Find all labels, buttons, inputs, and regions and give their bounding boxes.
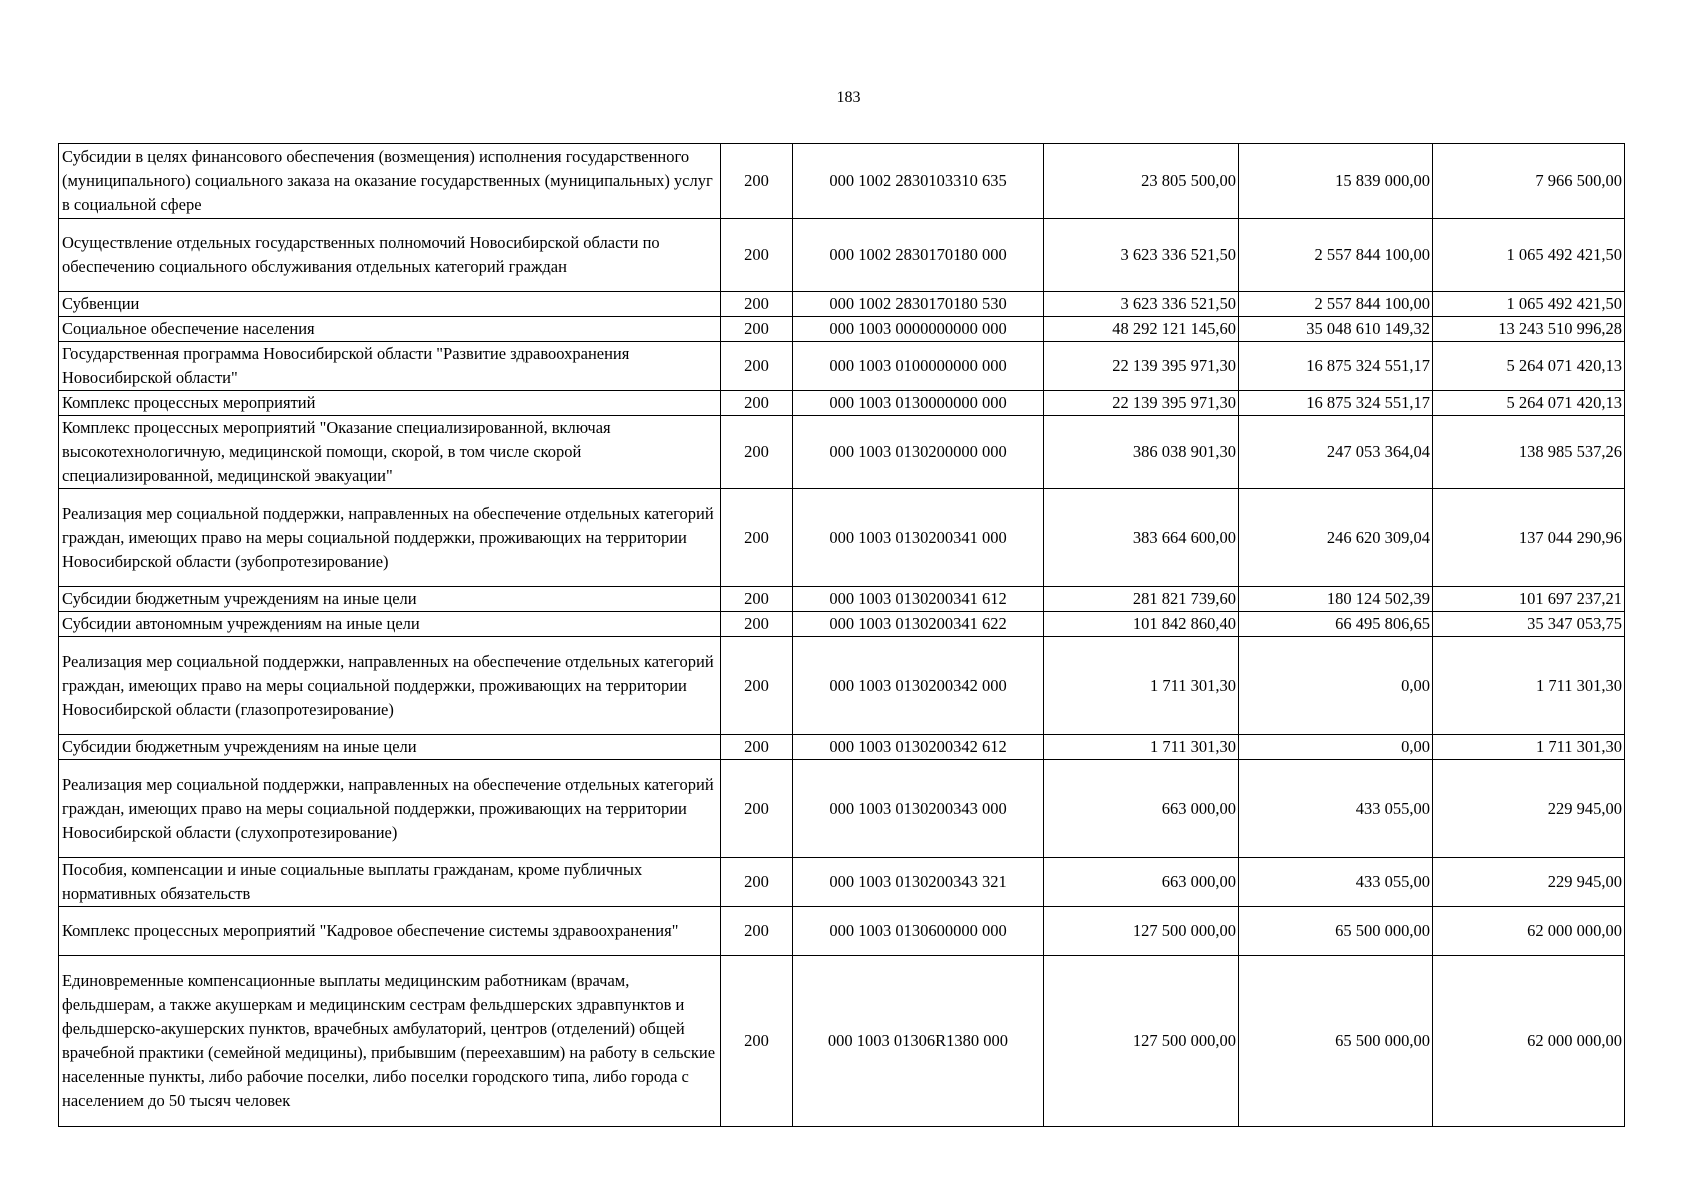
approved-amount: 101 842 860,40 — [1044, 612, 1239, 637]
admin-code: 200 — [721, 144, 793, 219]
row-name: Социальное обеспечение населения — [59, 317, 721, 342]
executed-amount: 2 557 844 100,00 — [1239, 219, 1433, 292]
unexecuted-amount: 1 711 301,30 — [1433, 735, 1625, 760]
approved-amount: 663 000,00 — [1044, 858, 1239, 907]
executed-amount: 246 620 309,04 — [1239, 489, 1433, 587]
approved-amount: 48 292 121 145,60 — [1044, 317, 1239, 342]
table-row — [59, 760, 1625, 858]
executed-amount: 65 500 000,00 — [1239, 907, 1433, 956]
approved-amount: 383 664 600,00 — [1044, 489, 1239, 587]
table-row — [59, 907, 1625, 956]
table-row — [59, 317, 1625, 342]
row-name: Субвенции — [59, 292, 721, 317]
row-name: Реализация мер социальной поддержки, направленных на обеспечение отдельных категорий граждан, имеющих право на меры социальной поддержки, проживающих на территории Новосибирской области (зубопротезирование) — [59, 489, 721, 587]
admin-code: 200 — [721, 587, 793, 612]
unexecuted-amount: 5 264 071 420,13 — [1433, 391, 1625, 416]
budget-classification-code: 000 1003 0130600000 000 — [793, 907, 1044, 956]
table-row — [59, 292, 1625, 317]
executed-amount: 16 875 324 551,17 — [1239, 342, 1433, 391]
budget-classification-code: 000 1002 2830103310 635 — [793, 144, 1044, 219]
budget-classification-code: 000 1003 0130200343 000 — [793, 760, 1044, 858]
admin-code: 200 — [721, 956, 793, 1127]
table-row — [59, 219, 1625, 292]
admin-code: 200 — [721, 489, 793, 587]
admin-code: 200 — [721, 760, 793, 858]
executed-amount: 66 495 806,65 — [1239, 612, 1433, 637]
admin-code: 200 — [721, 858, 793, 907]
admin-code: 200 — [721, 612, 793, 637]
admin-code: 200 — [721, 735, 793, 760]
budget-classification-code: 000 1003 0130000000 000 — [793, 391, 1044, 416]
approved-amount: 3 623 336 521,50 — [1044, 219, 1239, 292]
admin-code: 200 — [721, 317, 793, 342]
unexecuted-amount: 1 711 301,30 — [1433, 637, 1625, 735]
budget-classification-code: 000 1002 2830170180 000 — [793, 219, 1044, 292]
admin-code: 200 — [721, 391, 793, 416]
admin-code: 200 — [721, 292, 793, 317]
budget-classification-code: 000 1002 2830170180 530 — [793, 292, 1044, 317]
unexecuted-amount: 13 243 510 996,28 — [1433, 317, 1625, 342]
table-row — [59, 416, 1625, 489]
table-row — [59, 956, 1625, 1127]
executed-amount: 0,00 — [1239, 735, 1433, 760]
unexecuted-amount: 62 000 000,00 — [1433, 956, 1625, 1127]
budget-classification-code: 000 1003 0100000000 000 — [793, 342, 1044, 391]
row-name: Осуществление отдельных государственных полномочий Новосибирской области по обеспечению социального обслуживания отдельных категорий граждан — [59, 219, 721, 292]
unexecuted-amount: 138 985 537,26 — [1433, 416, 1625, 489]
budget-classification-code: 000 1003 0130200342 000 — [793, 637, 1044, 735]
budget-classification-code: 000 1003 0000000000 000 — [793, 317, 1044, 342]
table-row — [59, 735, 1625, 760]
row-name: Пособия, компенсации и иные социальные выплаты гражданам, кроме публичных нормативных обязательств — [59, 858, 721, 907]
unexecuted-amount: 229 945,00 — [1433, 858, 1625, 907]
executed-amount: 433 055,00 — [1239, 760, 1433, 858]
admin-code: 200 — [721, 219, 793, 292]
executed-amount: 2 557 844 100,00 — [1239, 292, 1433, 317]
row-name: Субсидии в целях финансового обеспечения (возмещения) исполнения государственного (муниципального) социального заказа на оказание государственных (муниципальных) услуг в социальной сфере — [59, 144, 721, 219]
budget-classification-code: 000 1003 0130200343 321 — [793, 858, 1044, 907]
admin-code: 200 — [721, 342, 793, 391]
executed-amount: 180 124 502,39 — [1239, 587, 1433, 612]
approved-amount: 23 805 500,00 — [1044, 144, 1239, 219]
row-name: Реализация мер социальной поддержки, направленных на обеспечение отдельных категорий граждан, имеющих право на меры социальной поддержки, проживающих на территории Новосибирской области (слухопротезирование) — [59, 760, 721, 858]
table-row — [59, 391, 1625, 416]
executed-amount: 16 875 324 551,17 — [1239, 391, 1433, 416]
page-number: 183 — [836, 89, 861, 106]
approved-amount: 3 623 336 521,50 — [1044, 292, 1239, 317]
row-name: Субсидии автономным учреждениям на иные цели — [59, 612, 721, 637]
table-row — [59, 637, 1625, 735]
admin-code: 200 — [721, 907, 793, 956]
table-row — [59, 489, 1625, 587]
approved-amount: 281 821 739,60 — [1044, 587, 1239, 612]
row-name: Субсидии бюджетным учреждениям на иные цели — [59, 735, 721, 760]
budget-classification-code: 000 1003 0130200341 622 — [793, 612, 1044, 637]
table-row — [59, 858, 1625, 907]
executed-amount: 35 048 610 149,32 — [1239, 317, 1433, 342]
table-row — [59, 144, 1625, 219]
unexecuted-amount: 5 264 071 420,13 — [1433, 342, 1625, 391]
admin-code: 200 — [721, 637, 793, 735]
budget-classification-code: 000 1003 01306R1380 000 — [793, 956, 1044, 1127]
row-name: Субсидии бюджетным учреждениям на иные цели — [59, 587, 721, 612]
budget-classification-code: 000 1003 0130200341 000 — [793, 489, 1044, 587]
budget-execution-table — [58, 143, 1625, 1127]
approved-amount: 1 711 301,30 — [1044, 735, 1239, 760]
approved-amount: 1 711 301,30 — [1044, 637, 1239, 735]
unexecuted-amount: 229 945,00 — [1433, 760, 1625, 858]
row-name: Государственная программа Новосибирской области "Развитие здравоохранения Новосибирской области" — [59, 342, 721, 391]
unexecuted-amount: 1 065 492 421,50 — [1433, 292, 1625, 317]
executed-amount: 65 500 000,00 — [1239, 956, 1433, 1127]
executed-amount: 247 053 364,04 — [1239, 416, 1433, 489]
admin-code: 200 — [721, 416, 793, 489]
budget-classification-code: 000 1003 0130200000 000 — [793, 416, 1044, 489]
table-row — [59, 612, 1625, 637]
approved-amount: 663 000,00 — [1044, 760, 1239, 858]
table-row — [59, 587, 1625, 612]
approved-amount: 386 038 901,30 — [1044, 416, 1239, 489]
executed-amount: 15 839 000,00 — [1239, 144, 1433, 219]
approved-amount: 127 500 000,00 — [1044, 907, 1239, 956]
row-name: Реализация мер социальной поддержки, направленных на обеспечение отдельных категорий граждан, имеющих право на меры социальной поддержки, проживающих на территории Новосибирской области (глазопротезирование) — [59, 637, 721, 735]
budget-classification-code: 000 1003 0130200341 612 — [793, 587, 1044, 612]
table-row — [59, 342, 1625, 391]
row-name: Комплекс процессных мероприятий "Кадровое обеспечение системы здравоохранения" — [59, 907, 721, 956]
executed-amount: 0,00 — [1239, 637, 1433, 735]
unexecuted-amount: 7 966 500,00 — [1433, 144, 1625, 219]
executed-amount: 433 055,00 — [1239, 858, 1433, 907]
unexecuted-amount: 137 044 290,96 — [1433, 489, 1625, 587]
unexecuted-amount: 35 347 053,75 — [1433, 612, 1625, 637]
row-name: Комплекс процессных мероприятий "Оказание специализированной, включая высокотехнологичную, медицинской помощи, скорой, в том числе скорой специализированной, медицинской эвакуации" — [59, 416, 721, 489]
unexecuted-amount: 101 697 237,21 — [1433, 587, 1625, 612]
approved-amount: 22 139 395 971,30 — [1044, 391, 1239, 416]
budget-classification-code: 000 1003 0130200342 612 — [793, 735, 1044, 760]
row-name: Комплекс процессных мероприятий — [59, 391, 721, 416]
approved-amount: 127 500 000,00 — [1044, 956, 1239, 1127]
row-name: Единовременные компенсационные выплаты медицинским работникам (врачам, фельдшерам, а также акушеркам и медицинским сестрам фельдшерских здравпунктов и фельдшерско-акушерских пунктов, врачебных амбулаторий, центров (отделений) общей врачебной практики (семейной медицины), прибывшим (переехавшим) на работу в сельские населенные пункты, либо рабочие поселки, либо поселки городского типа, либо города с населением до 50 тысяч человек — [59, 956, 721, 1127]
unexecuted-amount: 1 065 492 421,50 — [1433, 219, 1625, 292]
approved-amount: 22 139 395 971,30 — [1044, 342, 1239, 391]
unexecuted-amount: 62 000 000,00 — [1433, 907, 1625, 956]
